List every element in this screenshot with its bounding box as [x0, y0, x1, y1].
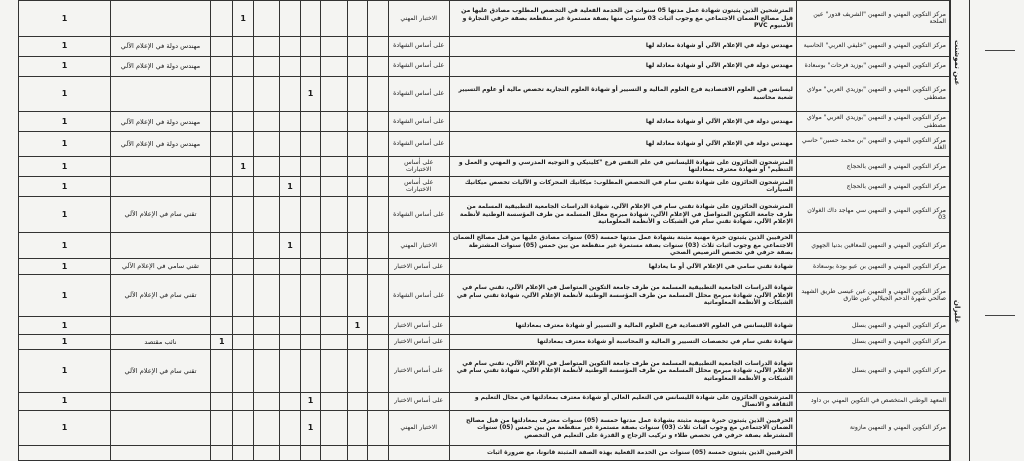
mode-cell: الاختبار المهني — [388, 1, 449, 37]
count-cell — [347, 36, 367, 56]
empty-cell — [321, 156, 348, 176]
count-cell — [347, 76, 367, 112]
count-cell — [300, 156, 320, 176]
count-cell — [347, 1, 367, 37]
total-cell: 1 — [19, 197, 111, 233]
table-row — [19, 156, 950, 176]
count-cell: 1 — [280, 232, 300, 258]
mode-cell: على أساس الاختبارات — [388, 176, 449, 196]
table-row — [19, 334, 950, 350]
count-cell — [280, 392, 300, 410]
count-cell — [280, 317, 300, 335]
count-cell — [233, 232, 253, 258]
conditions-cell: مهندس دولة في الإعلام الآلي أو شهادة معادلة لها — [449, 132, 796, 157]
count-cell — [300, 350, 320, 392]
mode-cell: الاختيار المهني — [388, 410, 449, 446]
count-cell — [233, 317, 253, 335]
empty-cell — [253, 56, 280, 76]
mode-cell: على أساس الشهادة — [388, 132, 449, 157]
count-cell — [280, 112, 300, 132]
center-cell: المعهد الوطني المتخصص في التكوين المهني بن داود — [796, 392, 949, 410]
count-cell: 1 — [280, 176, 300, 196]
empty-cell — [368, 112, 388, 132]
count-cell — [233, 112, 253, 132]
conditions-cell: المترشحون الحائزون على شهادة تقني سام في التخصص المطلوب: ميكانيك المحركات و الآليات تخصص ميكانيك السيارات — [449, 176, 796, 196]
conditions-cell: شهادة تقني سام في تخصصات التسيير و المالية و المحاسبة أو شهادة معترف بمعادلتها — [449, 334, 796, 350]
table-row — [19, 132, 950, 157]
count-cell — [280, 132, 300, 157]
total-cell: 1 — [19, 1, 111, 37]
speciality-cell — [110, 76, 210, 112]
mode-cell: على أساس الاختبار — [388, 317, 449, 335]
count-cell — [300, 446, 320, 461]
empty-cell — [253, 1, 280, 37]
conditions-cell: شهادة تقني سامي في الإعلام الآلي أو ما يعادلها — [449, 259, 796, 275]
count-cell — [233, 350, 253, 392]
count-cell — [347, 274, 367, 316]
empty-cell — [253, 392, 280, 410]
count-cell — [211, 56, 233, 76]
empty-cell — [321, 259, 348, 275]
table-row — [19, 56, 950, 76]
empty-cell — [321, 392, 348, 410]
empty-cell — [368, 334, 388, 350]
count-cell: 1 — [233, 156, 253, 176]
conditions-cell: المترشحين الذين يثبتون شهادة عمل مدتها 05 سنوات من الخدمة الفعلية في التخصص المطلوب مصادق عليها من قبل مصالح الضمان الاجتماعي مع وجوب اثبات 03 سنوات منها بصفة مستمرة غير منقطعة بصفة حرفي النجارة و الأمنيوم PVC — [449, 1, 796, 37]
count-cell — [233, 76, 253, 112]
table-row — [19, 1, 950, 37]
conditions-cell: المترشحون الحائزون على شهادة تقني سام في الإعلام الآلي، شهادة الدراسات الجامعية التطبيقية المسلمة من طرف جامعة التكوين المتواصل في الإعلام الآلي، شهادة مبرمج معلل المسلمة من طرف المؤسسة الوطنية لأنظمة الإعلام الآلي، شهادة تقني سام في الشبكات و الأنظمة المعلوماتية — [449, 197, 796, 233]
count-cell — [211, 274, 233, 316]
count-cell — [211, 156, 233, 176]
count-cell — [211, 410, 233, 446]
total-cell: 1 — [19, 132, 111, 157]
empty-cell — [321, 1, 348, 37]
speciality-cell: تقني سام في الإعلام الآلي — [110, 350, 210, 392]
count-cell — [211, 197, 233, 233]
conditions-cell: شهادة الدراسات الجامعية التطبيقية المسلمة من طرف جامعة التكوين المتواصل في الإعلام الآلي، تقني سام في الإعلام الآلي، شهادة مبرمج محلل المسلمة من طرف المؤسسة الوطنية لأنظمة الإعلام الآلي، شهادة تقني سام في الشبكات و الأنظمة المعلوماتية — [449, 350, 796, 392]
empty-cell — [321, 350, 348, 392]
count-cell — [211, 36, 233, 56]
empty-cell — [368, 410, 388, 446]
empty-cell — [253, 76, 280, 112]
count-cell: 1 — [300, 76, 320, 112]
count-cell — [347, 446, 367, 461]
center-cell: مركز التكوين المهني و التمهين للمعاقين بدنيا الجهوي — [796, 232, 949, 258]
table-row — [19, 274, 950, 316]
count-cell — [280, 274, 300, 316]
empty-cell — [253, 197, 280, 233]
empty-cell — [253, 132, 280, 157]
empty-cell — [321, 56, 348, 76]
table-row — [19, 259, 950, 275]
center-cell: مركز التكوين المهني و التمهين "الشريف قدور" عين الملحة — [796, 1, 949, 37]
empty-cell — [321, 410, 348, 446]
conditions-cell: شهادة الليسانس في العلوم الاقتصادية فرع العلوم المالية و التسيير أو شهادة معترف بمعادلتها — [449, 317, 796, 335]
empty-cell — [368, 274, 388, 316]
center-cell: مركز التكوين المهني و التمهين "خليفي العربي" الحاسية — [796, 36, 949, 56]
mode-cell: على أساس الشهادة — [388, 36, 449, 56]
count-cell — [233, 446, 253, 461]
count-cell — [233, 259, 253, 275]
count-cell — [300, 56, 320, 76]
count-cell — [233, 176, 253, 196]
center-cell: مركز التكوين المهني و التمهين "بوزيدي العربي" مولاي مصطفى — [796, 76, 949, 112]
count-cell: 1 — [233, 1, 253, 37]
count-cell — [300, 259, 320, 275]
empty-cell — [368, 259, 388, 275]
count-cell — [280, 259, 300, 275]
table-row — [19, 350, 950, 392]
mode-cell: على أساس الاختبار — [388, 392, 449, 410]
count-cell — [347, 132, 367, 157]
empty-cell — [321, 112, 348, 132]
speciality-cell — [110, 410, 210, 446]
count-cell — [233, 274, 253, 316]
count-cell — [211, 232, 233, 258]
count-cell — [211, 350, 233, 392]
conditions-cell: المترشحون الحائزون على شهادة الليسانس في علم النفس فرع "كلينيكي و التوجيه المدرسي و المهني و العمل و التنظيم" أو شهادة معترف بمعادلتها — [449, 156, 796, 176]
count-cell — [233, 392, 253, 410]
count-cell — [280, 410, 300, 446]
speciality-cell: مهندس دولة في الإعلام الآلي — [110, 56, 210, 76]
empty-cell — [253, 36, 280, 56]
empty-cell — [321, 176, 348, 196]
table-row — [19, 176, 950, 196]
recruitment-table — [18, 0, 950, 461]
count-cell — [211, 392, 233, 410]
table-row — [19, 76, 950, 112]
count-cell — [280, 334, 300, 350]
count-cell — [211, 112, 233, 132]
speciality-cell: نائب مقتصد — [110, 334, 210, 350]
count-cell — [347, 259, 367, 275]
empty-cell — [253, 176, 280, 196]
mode-cell: على أساس الشهادة — [388, 274, 449, 316]
conditions-cell: الحرفيين الذين يثبتون خمسة (05) سنوات من الخدمة الفعلية بهذه الصفة المثبتة قانونا، مع ضرورة اثبات — [449, 446, 796, 461]
count-cell — [211, 132, 233, 157]
count-cell: 1 — [300, 392, 320, 410]
table-row — [19, 232, 950, 258]
center-cell: مركز التكوين المهني و التمهين بسلل — [796, 317, 949, 335]
empty-cell — [368, 132, 388, 157]
center-cell: مركز التكوين المهني و التمهين بسلل — [796, 334, 949, 350]
center-cell: مركز التكوين المهني و التمهين "بوزيد فرحات" بوسعادة — [796, 56, 949, 76]
table-row — [19, 410, 950, 446]
empty-cell — [321, 446, 348, 461]
speciality-cell: مهندس دولة في الإعلام الآلي — [110, 36, 210, 56]
conditions-cell: المترشحون الحائزون على شهادة الليسانس في التعليم العالي أو شهادة معترف بمعادلتها في مجال التعليم و الثقافة و الاتصال — [449, 392, 796, 410]
count-cell — [300, 334, 320, 350]
empty-cell — [321, 36, 348, 56]
speciality-cell: تقني سام في الإعلام الآلي — [110, 274, 210, 316]
table-row — [19, 36, 950, 56]
mode-cell: على أساس الاختبار — [388, 334, 449, 350]
count-cell: 1 — [300, 410, 320, 446]
center-cell: مركز التكوين المهني و التمهين بسلل — [796, 350, 949, 392]
count-cell — [347, 197, 367, 233]
center-cell: مركز التكوين المهني و التمهين عين عيسى طريق الشهيد صالحي شهرة الدحم الجيلالي عين طارق — [796, 274, 949, 316]
empty-cell — [321, 76, 348, 112]
center-cell: مركز التكوين المهني و التمهين "بن محمد حسين" حاسي الغلة — [796, 132, 949, 157]
count-cell — [300, 36, 320, 56]
count-cell — [300, 274, 320, 316]
empty-cell — [253, 156, 280, 176]
count-cell — [347, 392, 367, 410]
speciality-cell — [110, 317, 210, 335]
conditions-cell: مهندس دولة في الإعلام الآلي أو شهادة معادلة لها — [449, 56, 796, 76]
conditions-cell: ليسانس في العلوم الاقتصادية فرع العلوم المالية و التسيير أو شهادة العلوم التجارية تخصص مالية أو علوم التسيير شعبة محاسبة — [449, 76, 796, 112]
empty-cell — [368, 76, 388, 112]
total-cell: 1 — [19, 232, 111, 258]
mode-cell: على أساس الاختبارات — [388, 156, 449, 176]
empty-cell — [253, 317, 280, 335]
center-cell — [796, 446, 949, 461]
center-cell: مركز التكوين المهني و التمهين مازونة — [796, 410, 949, 446]
count-cell — [300, 132, 320, 157]
speciality-cell: تقني سام في الإعلام الآلي — [110, 197, 210, 233]
conditions-cell: الحرفيين الذين يثبتون خبرة مهنية مثبتة بشهادة عمل مدتها خمسة (05) سنوات معترف بمعادلتها من قبل مصالح الضمان الاجتماعي مع وجوب اثبات ثلاث (03) سنوات بصفة مستمرة غير منقطعة من بين خمس (05) سنوات المشترطة بصفة حرفي في تخصص طلاء و تركيب الزجاج و القدرة على التعليم في التخصص — [449, 410, 796, 446]
count-cell — [347, 112, 367, 132]
empty-cell — [368, 176, 388, 196]
count-cell — [347, 410, 367, 446]
mode-cell: على أساس الشهادة — [388, 76, 449, 112]
total-cell: 1 — [19, 112, 111, 132]
count-cell — [280, 76, 300, 112]
count-cell — [347, 334, 367, 350]
empty-cell — [253, 232, 280, 258]
count-cell — [280, 156, 300, 176]
empty-cell — [368, 1, 388, 37]
count-cell — [347, 350, 367, 392]
count-cell — [300, 197, 320, 233]
center-cell: مركز التكوين المهني و التمهين سي مهاجد داك الغولان 03 — [796, 197, 949, 233]
table-row — [19, 317, 950, 335]
empty-cell — [368, 36, 388, 56]
count-cell — [233, 334, 253, 350]
empty-cell — [368, 317, 388, 335]
empty-cell — [368, 156, 388, 176]
empty-cell — [368, 232, 388, 258]
total-cell — [19, 446, 111, 461]
mode-cell: على أساس الاختبار — [388, 350, 449, 392]
conditions-cell: شهادة الدراسات الجامعية التطبيقية المسلمة من طرف جامعة التكوين المتواصل في الإعلام الآلي، تقني سام في الإعلام الآلي، شهادة مبرمج محلل المسلمة من طرف المؤسسة الوطنية لأنظمة الإعلام الآلي، شهادة تقني سام في الشبكات و الأنظمة المعلوماتية — [449, 274, 796, 316]
speciality-cell — [110, 232, 210, 258]
center-cell: مركز التكوين المهني و التمهين بن عبو بودة بوسعادة — [796, 259, 949, 275]
empty-cell — [253, 259, 280, 275]
count-cell — [280, 197, 300, 233]
count-cell — [300, 176, 320, 196]
mode-cell: على أساس الاختبار — [388, 259, 449, 275]
speciality-cell — [110, 156, 210, 176]
empty-cell — [253, 112, 280, 132]
total-cell: 1 — [19, 334, 111, 350]
margin-rule — [985, 50, 1015, 51]
conditions-cell: مهندس دولة في الإعلام الآلي أو شهادة معادلة لها — [449, 112, 796, 132]
region-label-1: عين تموشنت — [953, 40, 961, 86]
count-cell — [211, 76, 233, 112]
empty-cell — [321, 317, 348, 335]
empty-cell — [253, 274, 280, 316]
speciality-cell — [110, 446, 210, 461]
mode-cell — [388, 446, 449, 461]
count-cell — [347, 176, 367, 196]
mode-cell: على أساس الشهادة — [388, 112, 449, 132]
count-cell — [233, 132, 253, 157]
count-cell — [233, 197, 253, 233]
table-row — [19, 446, 950, 461]
speciality-cell — [110, 176, 210, 196]
total-cell: 1 — [19, 350, 111, 392]
count-cell — [300, 232, 320, 258]
count-cell — [300, 1, 320, 37]
count-cell — [280, 350, 300, 392]
empty-cell — [368, 446, 388, 461]
count-cell — [211, 446, 233, 461]
total-cell: 1 — [19, 274, 111, 316]
count-cell: 1 — [347, 317, 367, 335]
count-cell — [211, 1, 233, 37]
conditions-cell: الحرفيين الذين يثبتون خبرة مهنية مثبتة بشهادة عمل مدتها خمسة (05) سنوات مصادق عليها من قبل مصالح الضمان الاجتماعي مع وجوب اثبات ثلاث (03) سنوات بصفة مستمرة غير منقطعة من بين خمس (05) سنوات المشترطة بصفة حرفي في تخصص الترصيص الصحي — [449, 232, 796, 258]
empty-cell — [321, 132, 348, 157]
empty-cell — [253, 446, 280, 461]
table-body — [19, 1, 950, 461]
center-cell: مركز التكوين المهني و التمهين بالحجاج — [796, 176, 949, 196]
total-cell: 1 — [19, 36, 111, 56]
mode-cell: على أساس الشهادة — [388, 56, 449, 76]
mode-cell: الاختيار المهني — [388, 232, 449, 258]
speciality-cell: تقني سامي في الإعلام الآلي — [110, 259, 210, 275]
count-cell — [347, 232, 367, 258]
total-cell: 1 — [19, 392, 111, 410]
empty-cell — [368, 392, 388, 410]
total-cell: 1 — [19, 259, 111, 275]
table-row — [19, 112, 950, 132]
count-cell — [280, 1, 300, 37]
empty-cell — [368, 56, 388, 76]
margin-rule — [985, 315, 1015, 316]
empty-cell — [368, 350, 388, 392]
empty-cell — [321, 274, 348, 316]
count-cell — [300, 317, 320, 335]
total-cell: 1 — [19, 56, 111, 76]
speciality-cell — [110, 1, 210, 37]
center-cell: مركز التكوين المهني و التمهين "بوزيدي العربي" مولاي مصطفى — [796, 112, 949, 132]
total-cell: 1 — [19, 156, 111, 176]
count-cell — [280, 36, 300, 56]
empty-cell — [321, 197, 348, 233]
count-cell — [347, 56, 367, 76]
speciality-cell — [110, 392, 210, 410]
count-cell — [233, 56, 253, 76]
speciality-cell: مهندس دولة في الإعلام الآلي — [110, 112, 210, 132]
empty-cell — [321, 334, 348, 350]
mode-cell: على أساس الشهادة — [388, 197, 449, 233]
count-cell — [347, 156, 367, 176]
center-cell: مركز التكوين المهني و التمهين بالحجاج — [796, 156, 949, 176]
count-cell — [233, 410, 253, 446]
count-cell — [280, 56, 300, 76]
count-cell — [280, 446, 300, 461]
total-cell: 1 — [19, 176, 111, 196]
empty-cell — [321, 232, 348, 258]
empty-cell — [368, 197, 388, 233]
table-row — [19, 392, 950, 410]
empty-cell — [253, 334, 280, 350]
count-cell — [211, 176, 233, 196]
count-cell: 1 — [211, 334, 233, 350]
total-cell: 1 — [19, 410, 111, 446]
count-cell — [211, 259, 233, 275]
total-cell: 1 — [19, 76, 111, 112]
empty-cell — [253, 350, 280, 392]
count-cell — [300, 112, 320, 132]
region-label-2: غليزان — [953, 300, 961, 324]
empty-cell — [253, 410, 280, 446]
conditions-cell: مهندس دولة في الإعلام الآلي أو شهادة معادلة لها — [449, 36, 796, 56]
count-cell — [211, 317, 233, 335]
table-row — [19, 197, 950, 233]
speciality-cell: مهندس دولة في الإعلام الآلي — [110, 132, 210, 157]
total-cell: 1 — [19, 317, 111, 335]
count-cell — [233, 36, 253, 56]
